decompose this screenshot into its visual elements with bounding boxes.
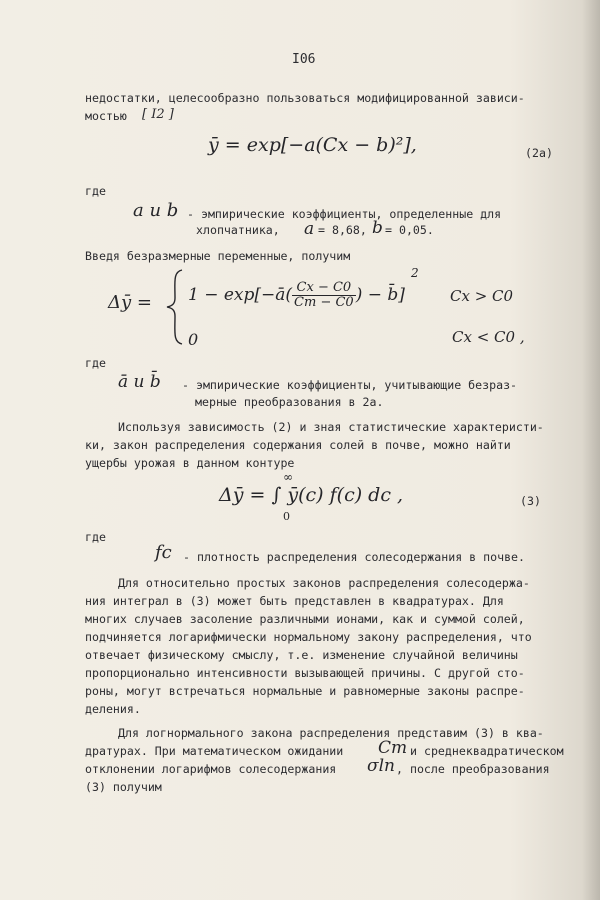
text-line: мостью [85,109,127,123]
text-line: Используя зависимость (2) и зная статистические характеристи- [118,420,544,434]
text-line: отвечает физическому смыслу, т.е. изменение случайной величины [85,648,518,662]
text-line: ущербы урожая в данном контуре [85,456,295,470]
text-line: дратурах. При математическом ожидании [85,744,344,758]
text-line: - эмпирические коэффициенты, учитывающие безраз- [182,378,518,392]
text-line: где [85,184,106,198]
symbol-sigma-ln: σln [367,756,395,776]
text-line: подчиняется логарифмически нормальному закону распределения, что [85,630,532,644]
text-line: многих случаев засоление различными ионами, как и суммой солей, [85,612,525,626]
symbol-a: a [304,219,315,239]
condition-2: Cx < C0 , [452,328,525,346]
case-2-expression: 0 [188,330,199,349]
text-line: (3) получим [85,780,162,794]
symbol-fc: fc [155,542,172,563]
symbol-abar-bbar: ā и b̄ [118,372,161,392]
equation-label: (2a) [525,146,553,160]
page-edge-shadow [582,0,600,900]
value-b: = 0,05. [385,223,434,237]
integral-lower-limit: 0 [283,510,290,523]
text-line: пропорционально интенсивности вызывающей причины. С другой сто- [85,666,525,680]
value-a: = 8,68, [318,223,367,237]
exponent-2: 2 [411,266,419,280]
text-line: где [85,530,106,544]
text-line: , после преобразования [396,762,550,776]
symbol-cm: Cm [378,738,408,758]
text-line: хлопчатника, [196,223,280,237]
text-line: деления. [85,702,141,716]
page-number: I06 [292,52,316,67]
text-line: недостатки, целесообразно пользоваться модифицированной зависи- [85,91,525,105]
text-line: и среднеквадратическом [410,744,564,758]
case-1-expression: 1 − exp[−ā( $\frac{Cx - C0}{Cm - C0}$ ) − b̄] [188,280,405,310]
text-line: Для относительно простых законов распределения солесодержа- [118,576,530,590]
symbol-a-and-b: a и b [133,200,179,221]
text-line: Для логнормального закона распределения представим (3) в ква- [118,726,544,740]
text-line: ния интеграл в (3) может быть представлен в квадратурах. Для [85,594,504,608]
text-line: ки, закон распределения содержания солей в почве, можно найти [85,438,511,452]
condition-1: Cx > C0 [450,287,514,305]
text-line: - плотность распределения солесодержания в почве. [183,550,526,564]
text-line: роны, могут встречаться нормальные и равномерные законы распре- [85,684,525,698]
left-brace [164,268,186,346]
equation-label: (3) [520,494,541,508]
text-line: Введя безразмерные переменные, получим [85,249,351,263]
reference: [ I2 ] [142,107,174,122]
equation-2a: ȳ = exp[−a(Cx − b)²], [208,134,417,156]
text-line: - эмпирические коэффициенты, определенные для [187,207,502,221]
text-line: отклонении логарифмов солесодержания [85,762,337,776]
delta-y-lhs: Δȳ = [108,292,152,313]
text-line: мерные преобразования в 2а. [195,395,384,409]
integral-upper-limit: ∞ [283,470,293,484]
text-line: где [85,356,106,370]
equation-3: Δȳ = ∫ ȳ(c) f(c) dc , [219,484,404,506]
symbol-b: b [372,218,383,238]
